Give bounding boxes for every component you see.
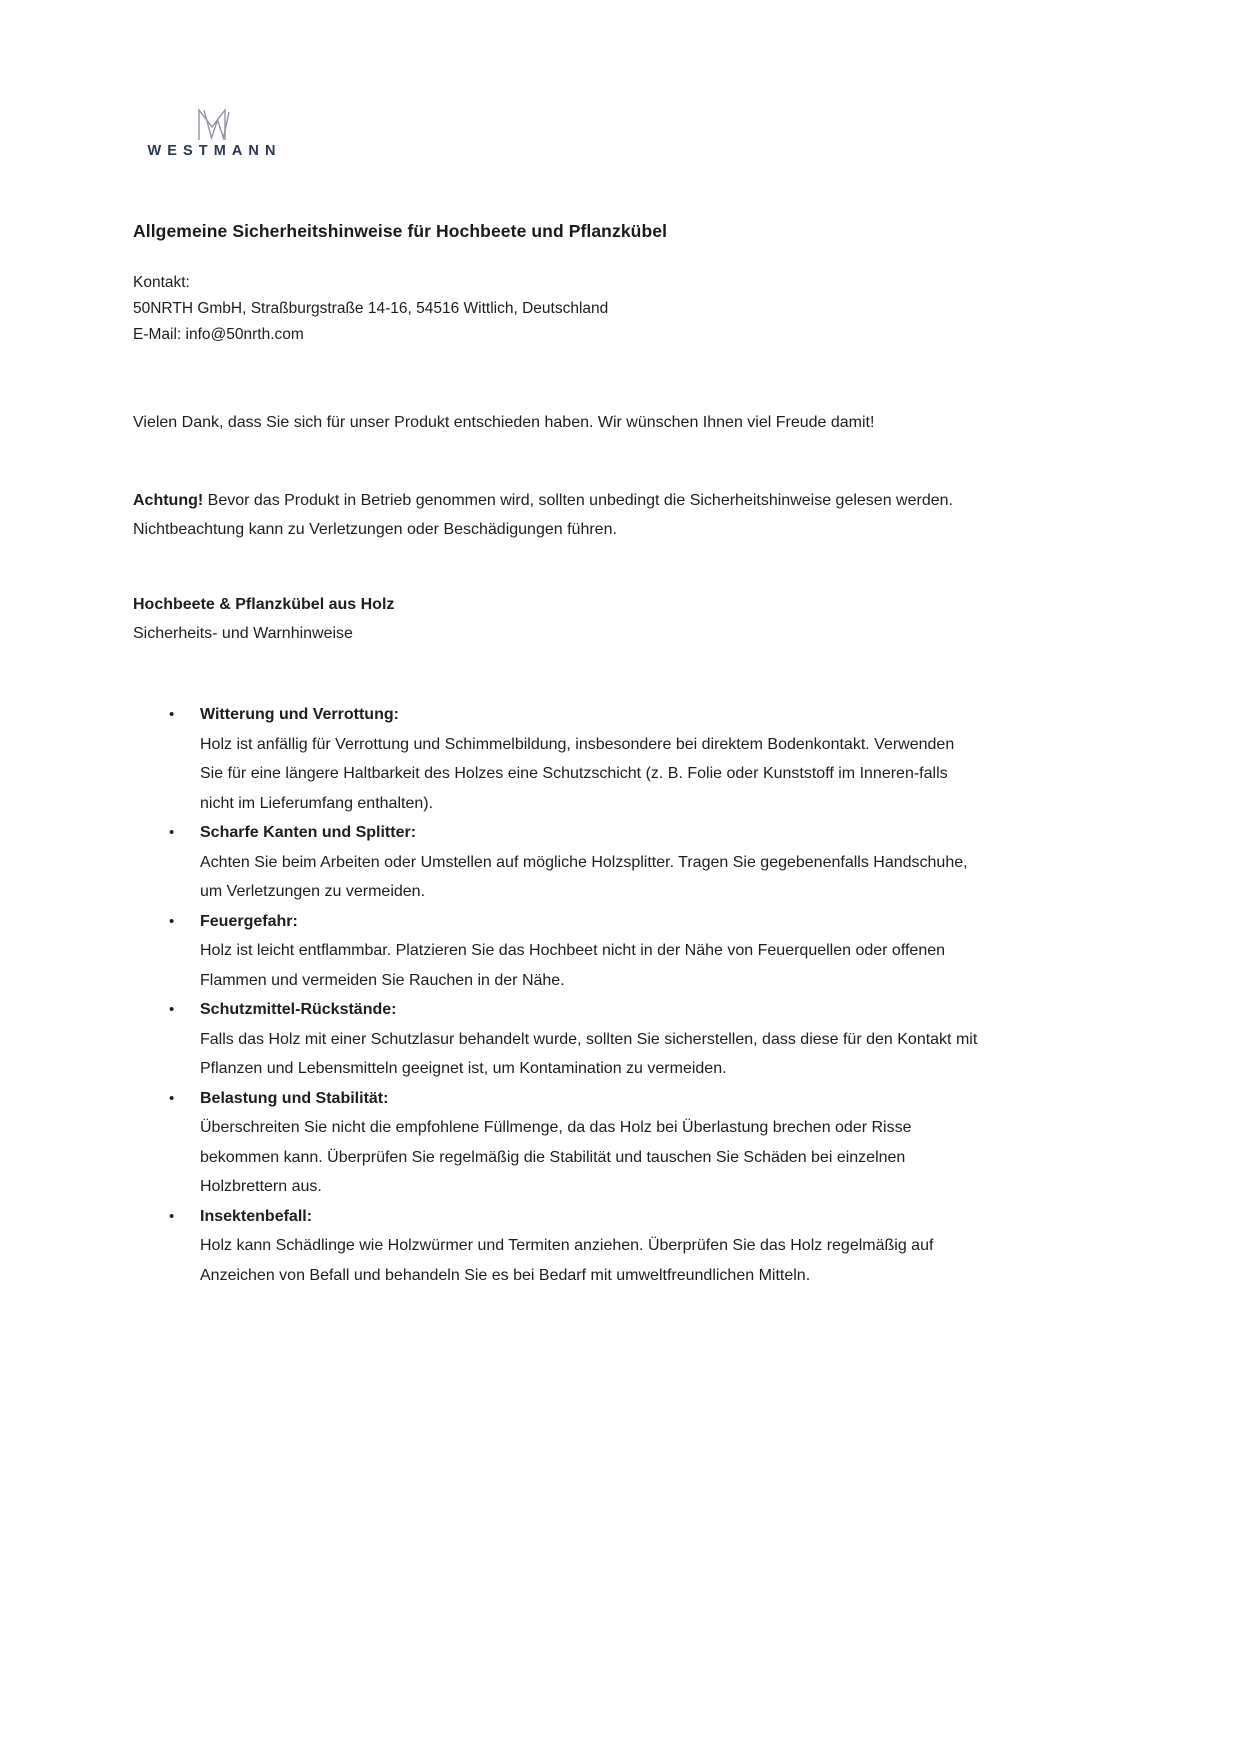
- list-item-body: Überschreiten Sie nicht die empfohlene Füllmenge, da das Holz bei Überlastung brechen oder Risse bekommen kann. Überprüfen Sie regelmäßig die Stabilität und tauschen Sie Schäden bei einzelnen Holzbrettern aus.: [200, 1119, 912, 1195]
- list-item-title: Witterung und Verrottung:: [200, 706, 399, 723]
- contact-label: Kontakt:: [133, 274, 190, 291]
- list-item: [133, 700, 978, 818]
- list-item: [133, 907, 978, 996]
- contact-block: [133, 270, 978, 348]
- brand-logo: [133, 108, 293, 159]
- list-item-body: Falls das Holz mit einer Schutzlasur behandelt wurde, sollten Sie sicherstellen, dass diese für den Kontakt mit Pflanzen und Lebensmitteln geeignet ist, um Kontamination zu vermeiden.: [200, 1030, 978, 1077]
- page-title: Allgemeine Sicherheitshinweise für Hochbeete und Pflanzkübel: [133, 221, 668, 241]
- bullet-icon: •: [169, 706, 175, 723]
- safety-list: [133, 700, 978, 1290]
- section-subheading: Sicherheits- und Warnhinweise: [133, 625, 353, 642]
- bullet-icon: •: [169, 912, 175, 930]
- list-item: [133, 818, 978, 907]
- contact-company-line: 50NRTH GmbH, Straßburgstraße 14-16, 54516 Wittlich, Deutschland: [133, 300, 609, 317]
- list-item-title: Schutzmittel-Rückstände:: [200, 1001, 397, 1018]
- brand-wordmark: WESTMANN: [147, 143, 282, 159]
- list-item: [133, 995, 978, 1084]
- list-item-title: Scharfe Kanten und Splitter:: [200, 824, 417, 841]
- list-item-title: Belastung und Stabilität:: [200, 1089, 389, 1107]
- bullet-icon: •: [169, 1207, 175, 1225]
- contact-email-line: E-Mail: info@50nrth.com: [133, 326, 304, 343]
- list-item-body: Holz kann Schädlinge wie Holzwürmer und Termiten anziehen. Überprüfen Sie das Holz regelmäßig auf Anzeichen von Befall und behandeln Sie es bei Bedarf mit umweltfreundlichen Mitteln.: [200, 1237, 934, 1284]
- list-item-body: Holz ist leicht entflammbar. Platzieren Sie das Hochbeet nicht in der Nähe von Feuerquellen oder offenen Flammen und vermeiden Sie Rauchen in der Nähe.: [200, 942, 946, 989]
- list-item-title: Insektenbefall:: [200, 1207, 313, 1225]
- westmann-monogram-icon: [195, 108, 231, 142]
- intro-paragraph: Vielen Dank, dass Sie sich für unser Produkt entschieden haben. Wir wünschen Ihnen viel Freude damit!: [133, 414, 875, 431]
- list-item: [133, 1202, 978, 1291]
- list-item: [133, 1084, 978, 1202]
- bullet-icon: •: [169, 1089, 175, 1107]
- warning-text: Bevor das Produkt in Betrieb genommen wird, sollten unbedingt die Sicherheitshinweise gelesen werden. Nichtbeachtung kann zu Verletzungen oder Beschädigungen führen.: [133, 492, 953, 538]
- warning-label: Achtung!: [133, 492, 204, 509]
- list-item-body: Achten Sie beim Arbeiten oder Umstellen auf mögliche Holzsplitter. Tragen Sie gegebenenfalls Handschuhe, um Verletzungen zu vermeiden.: [200, 853, 968, 900]
- section-heading: Hochbeete & Pflanzkübel aus Holz: [133, 596, 395, 613]
- bullet-icon: •: [169, 1001, 175, 1018]
- bullet-icon: •: [169, 824, 175, 841]
- list-item-title: Feuergefahr:: [200, 912, 298, 930]
- list-item-body: Holz ist anfällig für Verrottung und Schimmelbildung, insbesondere bei direktem Bodenkontakt. Verwenden Sie für eine längere Haltbarkeit des Holzes eine Schutzschicht (z. B. Folie oder Kunststoff im Inneren-falls nicht im Lieferumfang enthalten).: [200, 735, 955, 812]
- document-page: [133, 0, 978, 1290]
- warning-paragraph: [133, 486, 978, 544]
